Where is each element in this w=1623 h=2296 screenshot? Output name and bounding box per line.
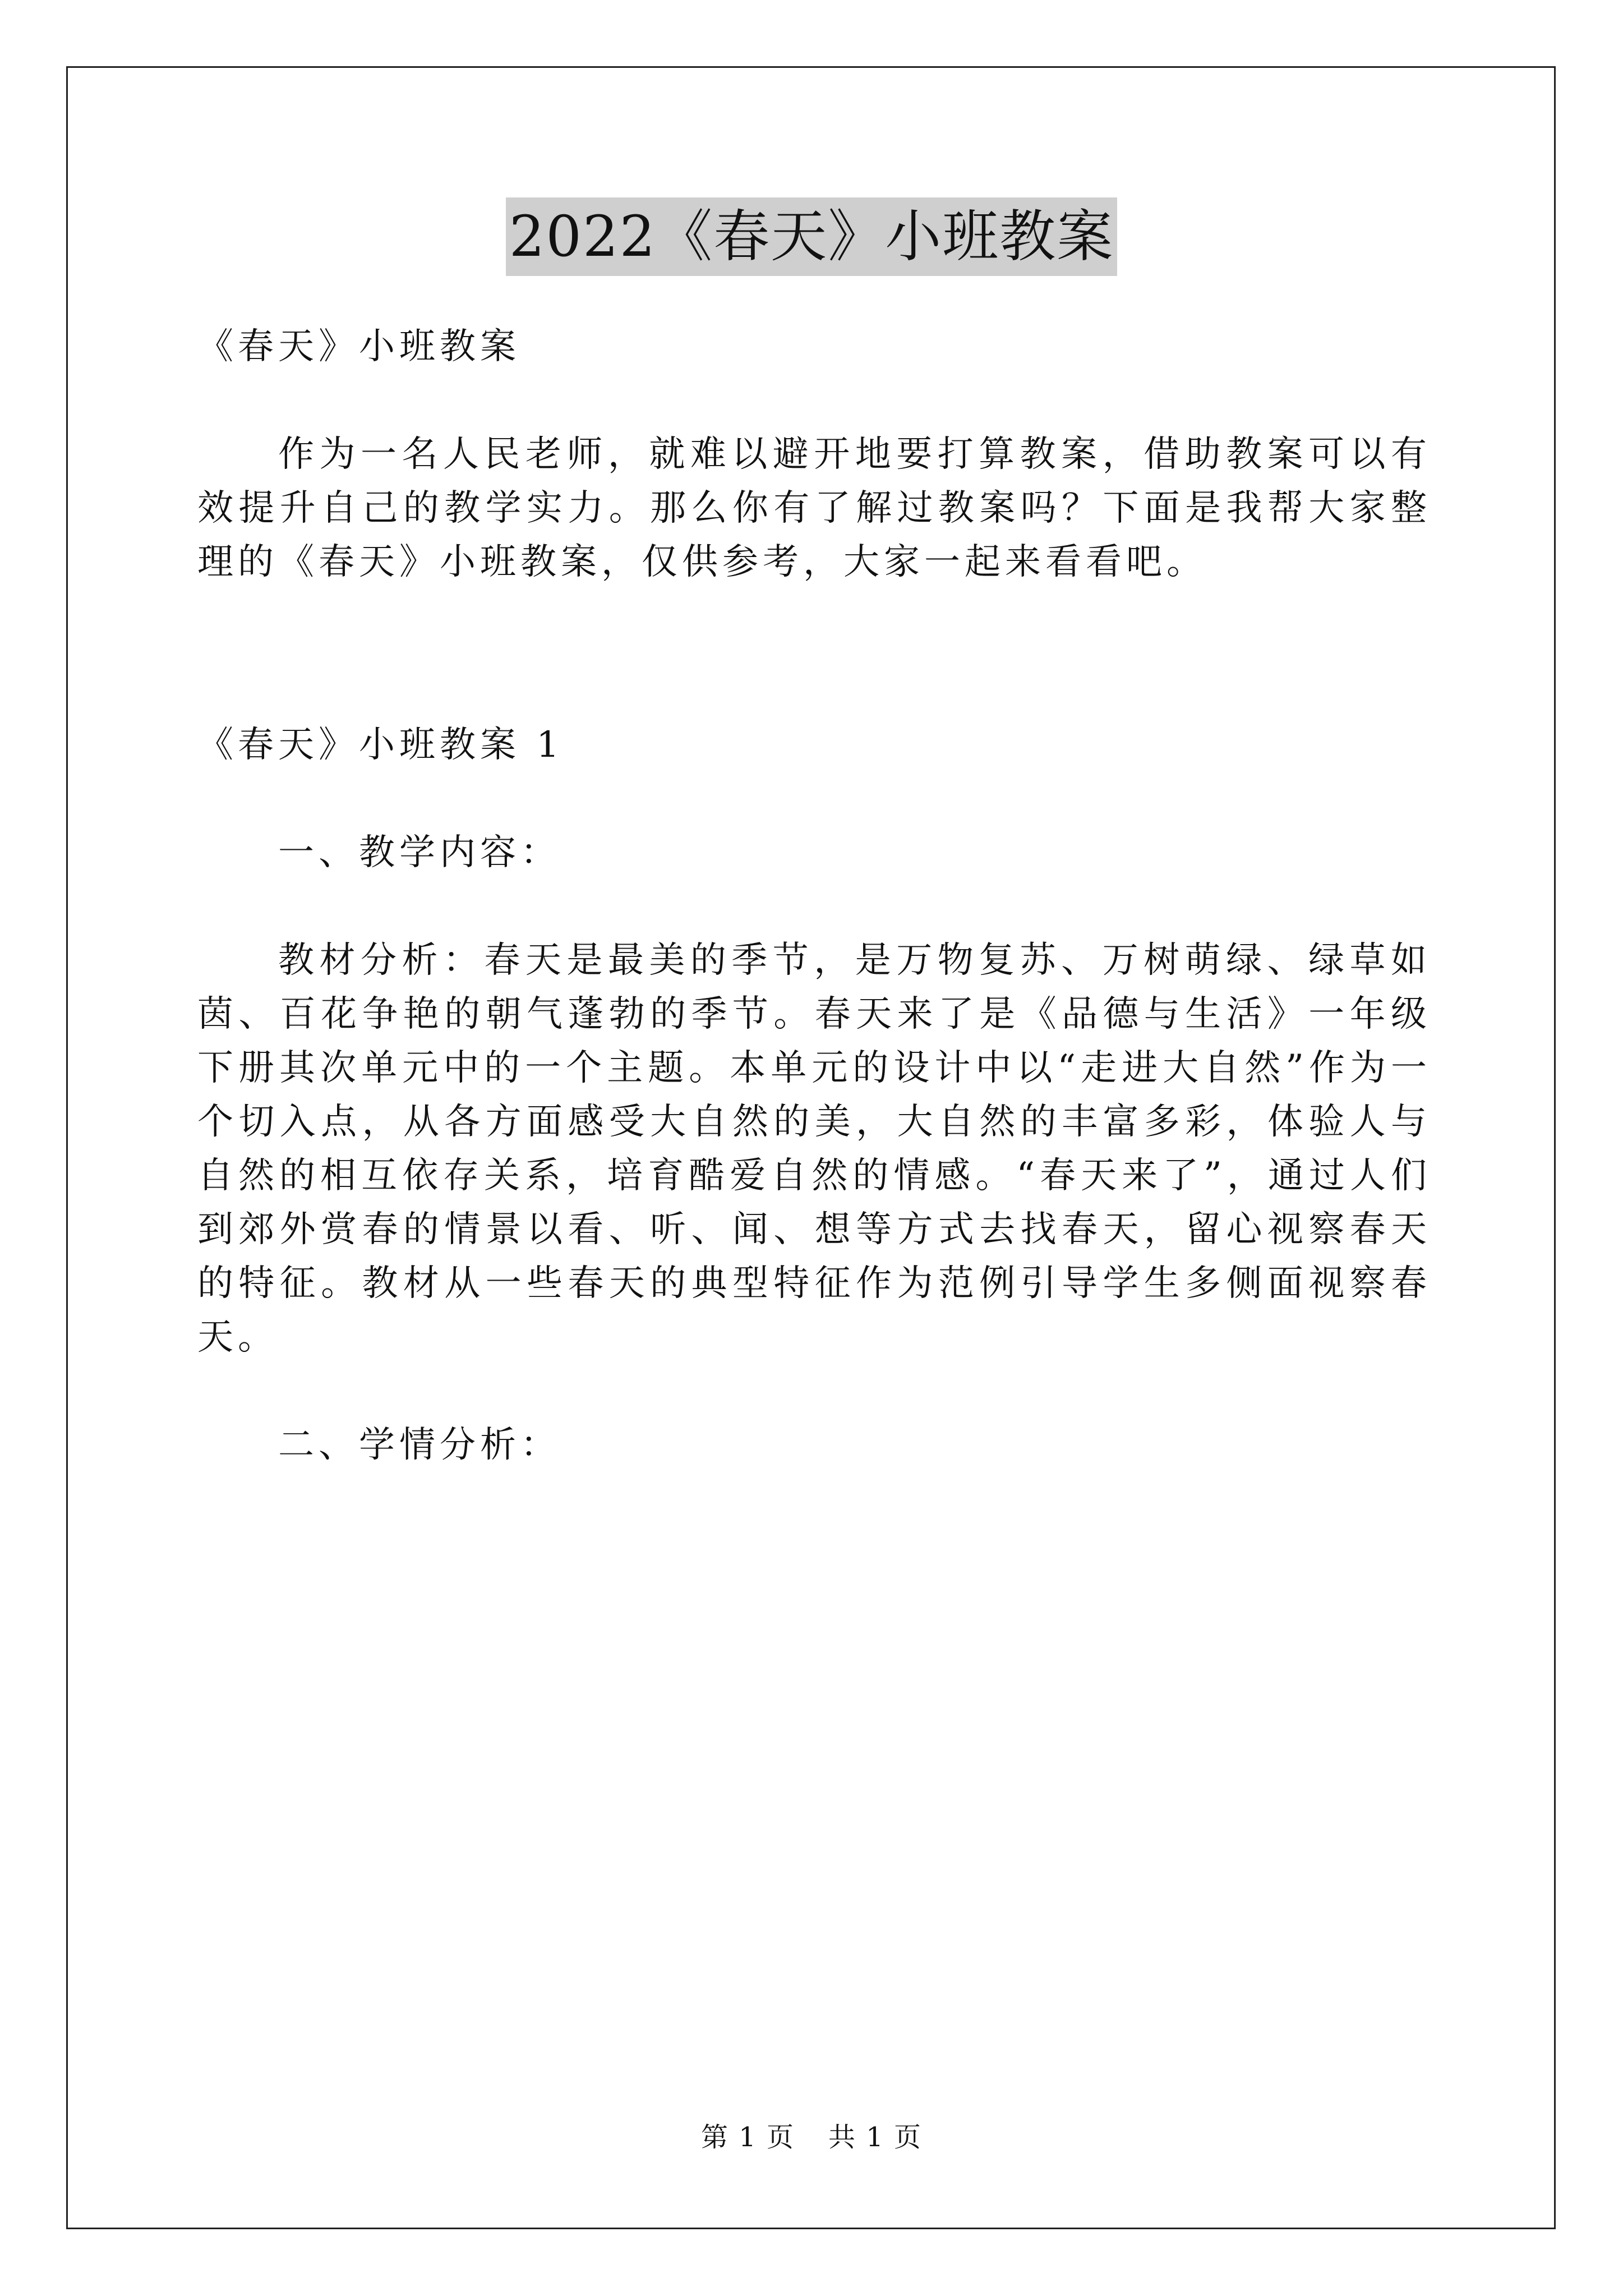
section-title: 《春天》小班教案 1 [197, 724, 564, 766]
title-container [0, 197, 1623, 276]
page-footer [0, 2120, 1623, 2154]
textbook-analysis-paragraph: 教材分析：春天是最美的季节，是万物复苏、万树萌绿、绿草如茵、百花争艳的朝气蓬勃的季节。春天来了是《品德与生活》一年级下册其次单元中的一个主题。本单元的设计中以“走进大自然”作为一个切入点，从各方面感受大自然的美，大自然的丰富多彩，体验人与自然的相互依存关系，培育酷爱自然的情感。“春天来了”，通过人们到郊外赏春的情景以看、听、闻、想等方式去找春天，留心视察春天的特征。教材从一些春天的典型特征作为范例引导学生多侧面视察春天。 [197, 940, 1431, 1358]
page-number-total: 共 1 页 [828, 2122, 923, 2153]
document-title: 2022《春天》小班教案 [506, 197, 1118, 276]
intro-paragraph: 作为一名人民老师，就难以避开地要打算教案，借助教案可以有效提升自己的教学实力。那么你有了解过教案吗？下面是我帮大家整理的《春天》小班教案，仅供参考，大家一起来看看吧。 [197, 434, 1431, 583]
page-number-current: 第 1 页 [700, 2122, 795, 2153]
document-subtitle: 《春天》小班教案 [197, 326, 520, 367]
heading-student-analysis: 二、学情分析： [278, 1424, 561, 1466]
document-body [197, 320, 1431, 1472]
heading-teaching-content: 一、教学内容： [278, 832, 561, 873]
